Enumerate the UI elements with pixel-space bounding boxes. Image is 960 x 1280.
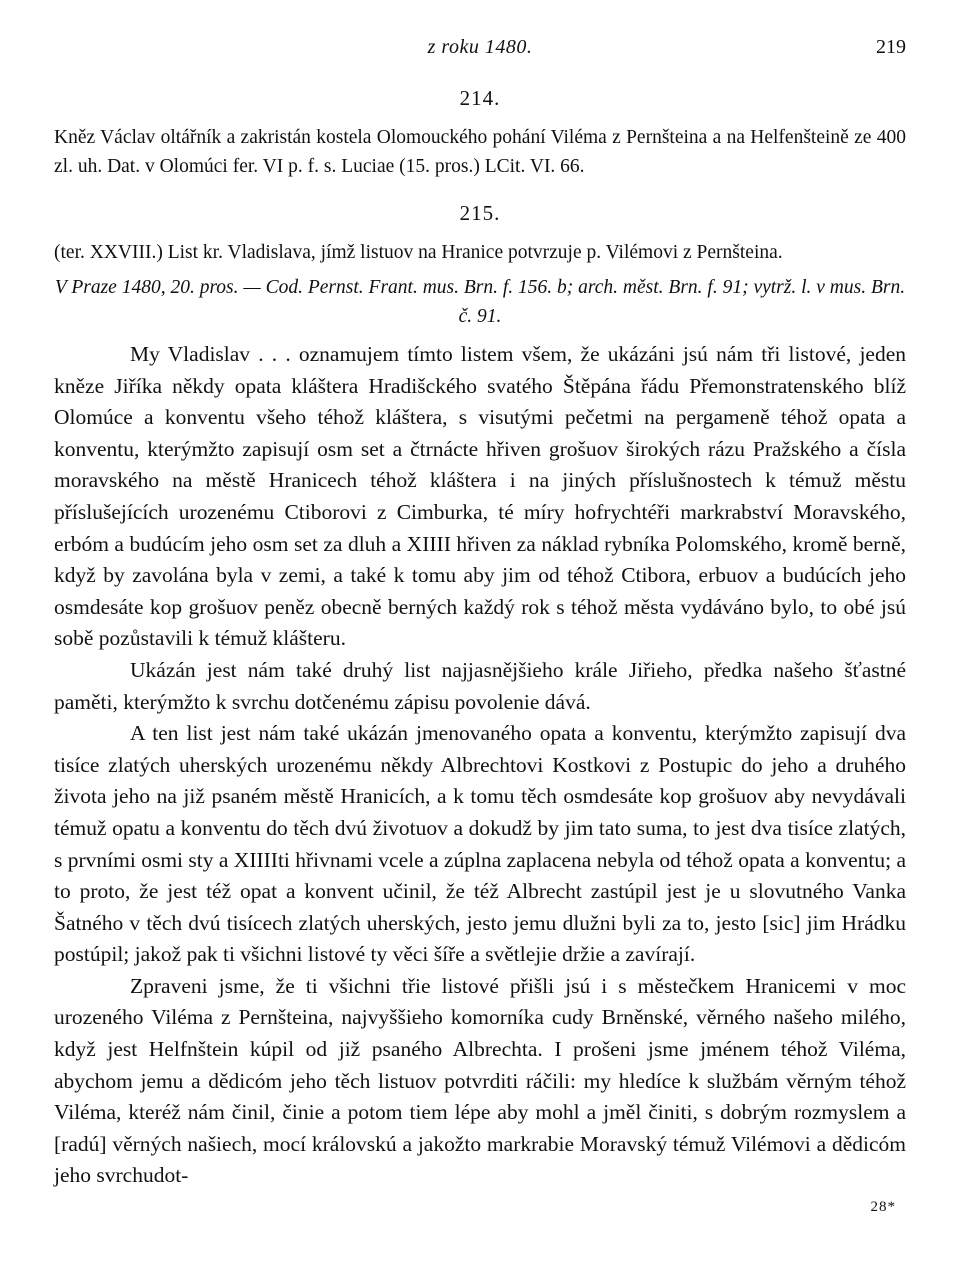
entry-215-body [54,339,906,1192]
body-paragraph: Ukázán jest nám také druhý list najjasnějšieho krále Jiřieho, předka našeho šťastné paměti, kterýmžto k svrchu dotčenému zápisu povolenie dává. [54,657,906,714]
body-paragraph: A ten list jest nám také ukázán jmenovaného opata a konventu, kterýmžto zapisují dva tisíce zlatých uherských urozenému někdy Albrechtovi Kostkovi z Postupic do jeho a druhého života jeho na již psaném městě Hranicích, a k tomu těch osmdesáte kop grošuov aby nevydávali témuž opatu a konventu do těch dvú životuov a dokudž by jim tato suma, to jest dva tisíce zlatých, s prvními osmi sty a XIIIIti hřivnami vcele a zúplna zaplacena nebyla od téhož opata a konventu; a to proto, že jest též opat a konvent učinil, že též Albrecht zastúpil jest je u slovutného Vanka Šatného v těch dvú tisícech zlatých uherských, jesto jemu dlužni byli za to, jesto [sic] jim Hrádku postúpil; jakož pak ti všichni listové ty věci šíře a světlejie držie a zavírají. [54,721,906,967]
entry-214-regest: Kněz Václav oltářník a zakristán kostela Olomouckého pohání Viléma z Pernšteina a na Helfenšteině ze 400 zl. uh. Dat. v Olomúci fer. VI p. f. s. Luciae (15. pros.) LCit. VI. 66. [54,127,906,177]
entry-number-215: 215. [459,201,501,225]
signature-mark: 28* [870,1199,896,1215]
entry-215-source: V Praze 1480, 20. pros. — Cod. Pernst. Frant. mus. Brn. f. 156. b; arch. měst. Brn. f. 91; vytrž. l. v mus. Brn. č. 91. [54,277,906,327]
body-paragraph: My Vladislav . . . oznamujem tímto listem všem, že ukázáni jsú nám tři listové, jeden kněze Jiříka někdy opata kláštera Hradišckého svatého Štěpána řádu Přemonstratenského blíž Olomúce a konventu všeho téhož kláštera, s visutými pečetmi na pergameně téhož opata a konventu, kterýmžto zapisují osm set a čtrnácte hřiven grošuov širokých rázu Pražského a čísla moravského na městě Hranicech téhož kláštera i na jiných příslušnostech k témuž městu příslušejících urozenému Ctiborovi z Cimburka, té míry hofrychtéři markrabství Moravského, erbóm a budúcím jeho osm set za dluh a XIIII hřiven za náklad rybníka Polomského, kromě berně, když by zavolána byla v zemi, a také k tomu aby jim od téhož Ctibora, erbuov a budúcích jeho osmdesáte kop grošuov peněz obecně berných každý rok s téhož města vydáváno bylo, to obé jsú sobě pozůstavili k témuž klášteru. [54,342,906,651]
body-paragraph: Zpraveni jsme, že ti všichni třie listové přišli jsú i s městečkem Hranicemi v moc urozeného Viléma z Pernšteina, najvyššieho komorníka cudy Brněnské, věrného našeho milého, když jest Helfnštein kúpil od již psaného Albrechta. I prošeni jsme jménem téhož Viléma, abychom jemu a dědicóm jeho těch listuov potvrditi ráčili: my hledíce k službám věrným téhož Viléma, kteréž nám činil, činie a potom tiem lépe aby mohl a jměl činiti, s dobrým rozmyslem a [radú] věrných našiech, mocí královskú a jakožto markrabie Moravský témuž Vilémovi a dědicóm jeho svrchudot- [54,973,906,1188]
document-page [54,36,906,1266]
entry-number-214: 214. [459,86,501,110]
entry-215-regest: (ter. XXVIII.) List kr. Vladislava, jímž listuov na Hranice potvrzuje p. Vilémovi z Pernšteina. [54,242,783,263]
running-title: z roku 1480. [427,36,533,58]
page-number: 219 [876,36,906,58]
running-header [54,36,906,66]
